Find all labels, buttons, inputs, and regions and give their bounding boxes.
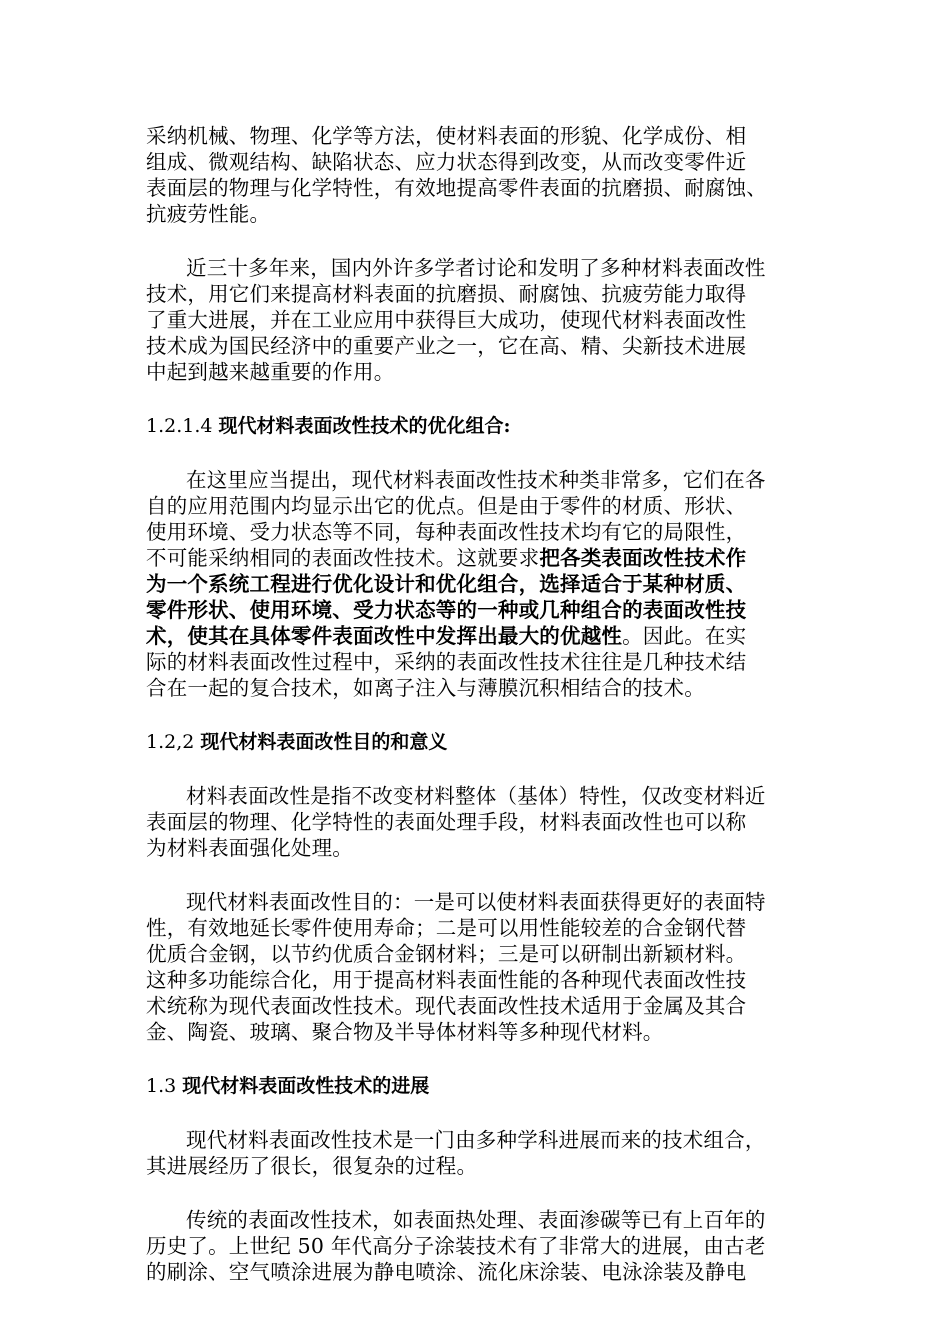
text-line: 为材料表面强化处理。 — [146, 836, 353, 860]
text-line: 技术，用它们来提高材料表面的抗磨损、耐腐蚀、抗疲劳能力取得 — [146, 282, 747, 306]
text-line: 传统的表面改性技术，如表面热处理、表面渗碳等已有上百年的 — [186, 1208, 766, 1232]
text-line: 表面层的物理、化学特性的表面处理手段，材料表面改性也可以称 — [146, 810, 747, 834]
bold-text-run: 把各类表面改性技术作 — [539, 546, 747, 570]
text-line: 术统称为现代表面改性技术。现代表面改性技术适用于金属及其合 — [146, 994, 747, 1018]
section-number: 1.3 — [146, 1075, 183, 1097]
text-line: 中起到越来越重要的作用。 — [146, 360, 395, 384]
paragraph-6 — [146, 1127, 826, 1179]
text-line: 合在一起的复合技术，如离子注入与薄膜沉积相结合的技术。 — [146, 676, 705, 700]
text-line: 优质合金钢，以节约优质合金钢材料；三是可以研制出新颖材料。 — [146, 942, 747, 966]
text-line: 近三十多年来，国内外许多学者讨论和发明了多种材料表面改性 — [186, 256, 766, 280]
text-line: 自的应用范围内均显示出它的优点。但是由于零件的材质、形状、 — [146, 494, 747, 518]
paragraph-7 — [146, 1207, 826, 1285]
text-line: 际的材料表面改性过程中，采纳的表面改性技术往往是几种技术结 — [146, 650, 747, 674]
text-line: 现代材料表面改性技术是一门由多种学科进展而来的技术组合， — [186, 1128, 766, 1152]
bold-text-run: 术，使其在具体零件表面改性中发挥出最大的优越性 — [146, 624, 623, 648]
text-run: 。因此。在实 — [622, 624, 747, 648]
bold-text-line: 零件形状、使用环境、受力状态等的一种或几种组合的表面改性技 — [146, 598, 747, 622]
section-title: 现代材料表面改性技术的优化组合: — [218, 415, 511, 437]
text-line: 使用环境、受力状态等不同，每种表面改性技术均有它的局限性， — [146, 520, 747, 544]
text-line: 技术成为国民经济中的重要产业之一，它在高、精、尖新技术进展 — [146, 334, 747, 358]
text-line: 这种多功能综合化，用于提高材料表面性能的各种现代表面改性技 — [146, 968, 747, 992]
text-line: 材料表面改性是指不改变材料整体（基体）特性，仅改变材料近 — [186, 784, 766, 808]
text-line — [146, 623, 826, 649]
text-line: 组成、微观结构、缺陷状态、应力状态得到改变，从而改变零件近 — [146, 150, 747, 174]
text-run: 不可能采纳相同的表面改性技术。这就要求 — [146, 546, 540, 570]
section-title: 现代材料表面改性技术的进展 — [182, 1075, 430, 1097]
paragraph-2 — [146, 255, 826, 385]
text-line: 了重大进展，并在工业应用中获得巨大成功，使现代材料表面改性 — [146, 308, 747, 332]
text-line: 在这里应当提出，现代材料表面改性技术种类非常多，它们在各 — [186, 468, 766, 492]
section-number: 1.2.1.4 — [146, 415, 219, 437]
paragraph-1 — [146, 123, 826, 227]
section-heading-1-2-1-4 — [146, 413, 826, 439]
text-line — [146, 545, 826, 571]
paragraph-5 — [146, 889, 826, 1045]
text-line: 性，有效地延长零件使用寿命；二是可以用性能较差的合金钢代替 — [146, 916, 747, 940]
section-heading-1-2-2 — [146, 729, 826, 755]
section-heading-1-3 — [146, 1073, 826, 1099]
text-line: 现代材料表面改性目的：一是可以使材料表面获得更好的表面特 — [186, 890, 766, 914]
text-line: 的刷涂、空气喷涂进展为静电喷涂、流化床涂装、电泳涂装及静电 — [146, 1260, 747, 1284]
paragraph-3 — [146, 467, 826, 701]
bold-text-line: 为一个系统工程进行优化设计和优化组合，选择适合于某种材质、 — [146, 572, 747, 596]
text-line: 表面层的物理与化学特性，有效地提高零件表面的抗磨损、耐腐蚀、 — [146, 176, 767, 200]
text-line: 采纳机械、物理、化学等方法，使材料表面的形貌、化学成份、相 — [146, 124, 747, 148]
text-line: 金、陶瓷、玻璃、聚合物及半导体材料等多种现代材料。 — [146, 1020, 664, 1044]
paragraph-4 — [146, 783, 826, 861]
section-title: 现代材料表面改性目的和意义 — [200, 731, 448, 753]
section-number: 1.2,2 — [146, 731, 201, 753]
document-body — [146, 123, 826, 1285]
text-line: 历史了。上世纪 50 年代高分子涂装技术有了非常大的进展，由古老 — [146, 1234, 766, 1258]
text-line: 其进展经历了很长，很复杂的过程。 — [146, 1154, 478, 1178]
text-line: 抗疲劳性能。 — [146, 202, 271, 226]
